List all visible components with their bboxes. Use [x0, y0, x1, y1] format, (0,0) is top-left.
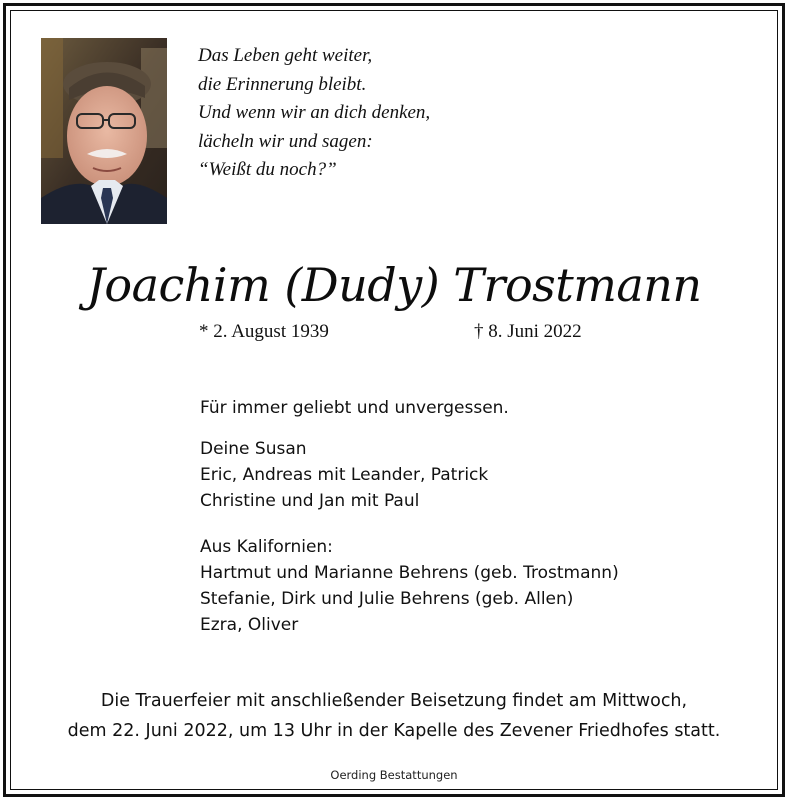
- undertaker-name: Oerding Bestattungen: [330, 768, 458, 782]
- death-date: † 8. Juni 2022: [474, 321, 582, 342]
- family-line: Hartmut und Marianne Behrens (geb. Trostmann): [200, 563, 619, 583]
- ceremony-line: dem 22. Juni 2022, um 13 Uhr in der Kapelle des Zevener Friedhofes statt.: [67, 721, 721, 741]
- family-line: Christine und Jan mit Paul: [200, 491, 420, 511]
- poem: [198, 42, 430, 185]
- poem-line: die Erinnerung bleibt.: [198, 73, 367, 95]
- motto: Für immer geliebt und unvergessen.: [200, 398, 509, 418]
- deceased-name: Joachim (Dudy) Trostmann: [86, 258, 702, 312]
- ceremony-notice: [0, 686, 788, 746]
- california-family-list: [200, 534, 619, 638]
- poem-line: lächeln wir und sagen:: [198, 130, 373, 152]
- birth-date: * 2. August 1939: [199, 321, 329, 342]
- family-line: Eric, Andreas mit Leander, Patrick: [200, 465, 489, 485]
- ceremony-line: Die Trauerfeier mit anschließender Beisetzung findet am Mittwoch,: [100, 691, 688, 711]
- portrait-illustration: [41, 38, 167, 224]
- portrait-photo: [41, 38, 167, 224]
- california-heading: Aus Kalifornien:: [200, 537, 333, 557]
- family-line: Stefanie, Dirk und Julie Behrens (geb. Allen): [200, 589, 574, 609]
- family-line: Deine Susan: [200, 439, 307, 459]
- poem-line: Und wenn wir an dich denken,: [198, 102, 431, 123]
- family-line: Ezra, Oliver: [200, 615, 299, 635]
- poem-line: “Weißt du noch?”: [198, 159, 337, 180]
- family-list: [200, 436, 488, 514]
- poem-line: Das Leben geht weiter,: [198, 45, 373, 66]
